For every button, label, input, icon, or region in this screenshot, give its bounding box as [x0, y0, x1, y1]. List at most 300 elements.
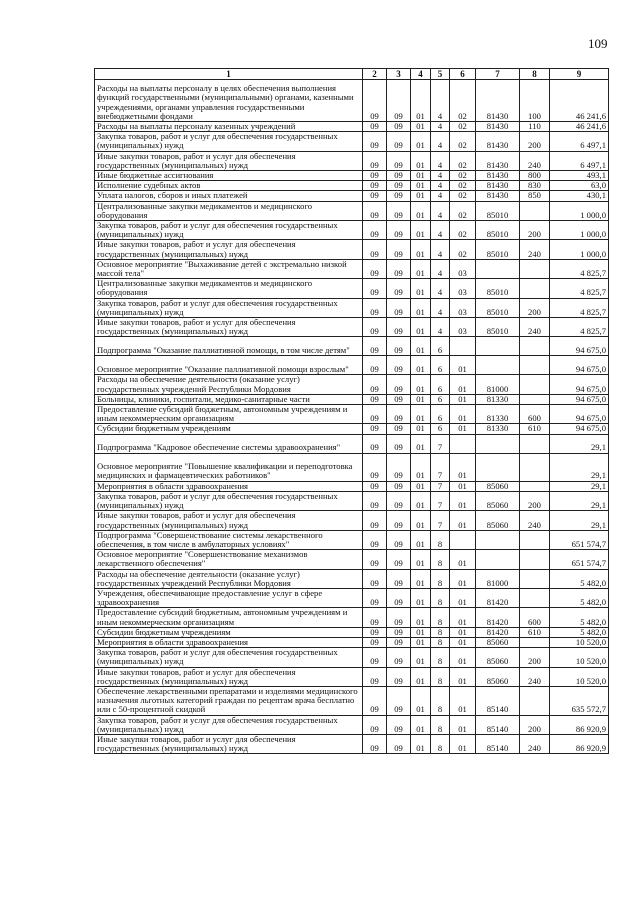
- code-ministry-cell: 09: [363, 627, 387, 637]
- amount-cell: 5 482,0: [550, 627, 609, 637]
- code-subsection-cell: 01: [411, 453, 431, 481]
- amount-cell: 86 920,9: [550, 734, 609, 753]
- row-name-cell: Иные закупки товаров, работ и услуг для обеспечения государственных (муниципальных) нужд: [95, 667, 363, 686]
- table-row: [95, 734, 609, 753]
- amount-cell: 6 497,1: [550, 132, 609, 151]
- code-event-cell: [450, 530, 476, 549]
- code-section-cell: 09: [387, 453, 411, 481]
- code-section-cell: 09: [387, 375, 411, 394]
- column-header: 5: [431, 69, 450, 80]
- code-program-cell: 7: [431, 481, 450, 491]
- table-row: [95, 279, 609, 298]
- code-event-cell: 01: [450, 588, 476, 607]
- code-direction-cell: 81420: [476, 588, 520, 607]
- code-section-cell: 09: [387, 181, 411, 191]
- code-expense-type-cell: 200: [520, 132, 550, 151]
- row-name-cell: Иные закупки товаров, работ и услуг для обеспечения государственных (муниципальных) нужд: [95, 511, 363, 530]
- row-name-cell: Централизованные закупки медикаментов и медицинского оборудования: [95, 201, 363, 220]
- code-subsection-cell: 01: [411, 122, 431, 132]
- code-event-cell: 01: [450, 569, 476, 588]
- code-program-cell: 8: [431, 627, 450, 637]
- code-section-cell: 09: [387, 481, 411, 491]
- code-ministry-cell: 09: [363, 667, 387, 686]
- code-subsection-cell: 01: [411, 588, 431, 607]
- code-direction-cell: [476, 530, 520, 549]
- code-ministry-cell: 09: [363, 337, 387, 356]
- code-ministry-cell: 09: [363, 298, 387, 317]
- table-row: [95, 221, 609, 240]
- table-row: [95, 356, 609, 375]
- code-expense-type-cell: [520, 259, 550, 278]
- code-expense-type-cell: 830: [520, 181, 550, 191]
- column-header: 8: [520, 69, 550, 80]
- table-row: [95, 259, 609, 278]
- code-event-cell: 01: [450, 481, 476, 491]
- code-ministry-cell: 09: [363, 715, 387, 734]
- table-row: [95, 132, 609, 151]
- code-section-cell: 09: [387, 80, 411, 122]
- code-direction-cell: 85060: [476, 511, 520, 530]
- code-direction-cell: 81000: [476, 375, 520, 394]
- code-ministry-cell: 09: [363, 511, 387, 530]
- code-ministry-cell: 09: [363, 318, 387, 337]
- row-name-cell: Централизованные закупки медикаментов и медицинского оборудования: [95, 279, 363, 298]
- row-name-cell: Закупка товаров, работ и услуг для обеспечения государственных (муниципальных) нужд: [95, 132, 363, 151]
- code-event-cell: 01: [450, 627, 476, 637]
- code-direction-cell: 85060: [476, 637, 520, 647]
- code-section-cell: 09: [387, 151, 411, 170]
- row-name-cell: Мероприятия в области здравоохранения: [95, 637, 363, 647]
- code-subsection-cell: 01: [411, 648, 431, 667]
- code-event-cell: 01: [450, 424, 476, 434]
- code-subsection-cell: 01: [411, 686, 431, 715]
- code-section-cell: 09: [387, 648, 411, 667]
- amount-cell: 5 482,0: [550, 608, 609, 627]
- row-name-cell: Закупка товаров, работ и услуг для обеспечения государственных (муниципальных) нужд: [95, 298, 363, 317]
- code-event-cell: [450, 434, 476, 453]
- code-program-cell: 8: [431, 550, 450, 569]
- code-subsection-cell: 01: [411, 132, 431, 151]
- row-name-cell: Подпрограмма "Оказание паллиативной помощи, в том числе детям": [95, 337, 363, 356]
- code-direction-cell: [476, 550, 520, 569]
- code-section-cell: 09: [387, 734, 411, 753]
- table-row: [95, 453, 609, 481]
- code-expense-type-cell: 200: [520, 648, 550, 667]
- amount-cell: 10 520,0: [550, 648, 609, 667]
- code-subsection-cell: 01: [411, 171, 431, 181]
- code-event-cell: 01: [450, 453, 476, 481]
- code-expense-type-cell: [520, 637, 550, 647]
- code-program-cell: 6: [431, 337, 450, 356]
- amount-cell: 1 000,0: [550, 201, 609, 220]
- code-program-cell: 7: [431, 491, 450, 510]
- amount-cell: 29,1: [550, 511, 609, 530]
- code-expense-type-cell: [520, 588, 550, 607]
- code-event-cell: 01: [450, 608, 476, 627]
- code-subsection-cell: 01: [411, 201, 431, 220]
- code-program-cell: 8: [431, 637, 450, 647]
- code-program-cell: 4: [431, 259, 450, 278]
- code-expense-type-cell: [520, 279, 550, 298]
- code-program-cell: 4: [431, 318, 450, 337]
- code-ministry-cell: 09: [363, 530, 387, 549]
- code-direction-cell: 85010: [476, 318, 520, 337]
- code-subsection-cell: 01: [411, 318, 431, 337]
- code-event-cell: 03: [450, 298, 476, 317]
- code-program-cell: 7: [431, 434, 450, 453]
- code-program-cell: 4: [431, 122, 450, 132]
- table-body: [95, 80, 609, 754]
- code-ministry-cell: 09: [363, 171, 387, 181]
- row-name-cell: Закупка товаров, работ и услуг для обеспечения государственных (муниципальных) нужд: [95, 491, 363, 510]
- code-expense-type-cell: 240: [520, 318, 550, 337]
- code-expense-type-cell: 600: [520, 405, 550, 424]
- code-expense-type-cell: 200: [520, 298, 550, 317]
- code-event-cell: 01: [450, 715, 476, 734]
- code-section-cell: 09: [387, 318, 411, 337]
- amount-cell: 46 241,6: [550, 80, 609, 122]
- code-direction-cell: 81430: [476, 191, 520, 201]
- code-subsection-cell: 01: [411, 80, 431, 122]
- row-name-cell: Основное мероприятие "Повышение квалификации и переподготовка медицинских и фармацевтических работников": [95, 453, 363, 481]
- code-direction-cell: 81430: [476, 80, 520, 122]
- table-row: [95, 637, 609, 647]
- code-subsection-cell: 01: [411, 337, 431, 356]
- code-program-cell: 8: [431, 530, 450, 549]
- table-row: [95, 686, 609, 715]
- code-program-cell: 7: [431, 453, 450, 481]
- code-ministry-cell: 09: [363, 221, 387, 240]
- code-event-cell: 02: [450, 201, 476, 220]
- code-direction-cell: 81430: [476, 181, 520, 191]
- code-ministry-cell: 09: [363, 637, 387, 647]
- row-name-cell: Учреждения, обеспечивающие предоставление услуг в сфере здравоохранения: [95, 588, 363, 607]
- amount-cell: 94 675,0: [550, 424, 609, 434]
- code-ministry-cell: 09: [363, 686, 387, 715]
- code-subsection-cell: 01: [411, 569, 431, 588]
- code-event-cell: 02: [450, 122, 476, 132]
- table-row: [95, 405, 609, 424]
- code-expense-type-cell: [520, 356, 550, 375]
- code-section-cell: 09: [387, 491, 411, 510]
- code-expense-type-cell: 200: [520, 221, 550, 240]
- row-name-cell: Предоставление субсидий бюджетным, автономным учреждениям и иным некоммерческим организациям: [95, 405, 363, 424]
- code-ministry-cell: 09: [363, 279, 387, 298]
- code-subsection-cell: 01: [411, 491, 431, 510]
- code-direction-cell: 85140: [476, 686, 520, 715]
- code-subsection-cell: 01: [411, 530, 431, 549]
- code-expense-type-cell: 600: [520, 608, 550, 627]
- code-direction-cell: 85010: [476, 201, 520, 220]
- row-name-cell: Предоставление субсидий бюджетным, автономным учреждениям и иным некоммерческим организациям: [95, 608, 363, 627]
- code-expense-type-cell: [520, 569, 550, 588]
- code-program-cell: 4: [431, 279, 450, 298]
- code-subsection-cell: 01: [411, 715, 431, 734]
- table-row: [95, 569, 609, 588]
- code-program-cell: 8: [431, 588, 450, 607]
- amount-cell: 29,1: [550, 481, 609, 491]
- code-event-cell: 03: [450, 279, 476, 298]
- code-ministry-cell: 09: [363, 405, 387, 424]
- code-section-cell: 09: [387, 627, 411, 637]
- code-section-cell: 09: [387, 259, 411, 278]
- code-event-cell: 01: [450, 394, 476, 404]
- table-row: [95, 491, 609, 510]
- amount-cell: 29,1: [550, 434, 609, 453]
- code-ministry-cell: 09: [363, 375, 387, 394]
- code-expense-type-cell: 850: [520, 191, 550, 201]
- code-expense-type-cell: 800: [520, 171, 550, 181]
- page-number: 109: [588, 36, 608, 51]
- row-name-cell: Мероприятия в области здравоохранения: [95, 481, 363, 491]
- code-program-cell: 4: [431, 221, 450, 240]
- code-program-cell: 4: [431, 191, 450, 201]
- code-section-cell: 09: [387, 191, 411, 201]
- row-name-cell: Иные бюджетные ассигнования: [95, 171, 363, 181]
- code-event-cell: 01: [450, 648, 476, 667]
- code-subsection-cell: 01: [411, 734, 431, 753]
- code-subsection-cell: 01: [411, 279, 431, 298]
- row-name-cell: Основное мероприятие "Оказание паллиативной помощи взрослым": [95, 356, 363, 375]
- code-event-cell: 01: [450, 686, 476, 715]
- code-subsection-cell: 01: [411, 375, 431, 394]
- code-expense-type-cell: [520, 530, 550, 549]
- code-subsection-cell: 01: [411, 608, 431, 627]
- row-name-cell: Основное мероприятие "Выхаживание детей с экстремально низкой массой тела": [95, 259, 363, 278]
- code-program-cell: 6: [431, 424, 450, 434]
- row-name-cell: Субсидии бюджетным учреждениям: [95, 627, 363, 637]
- table-header-row: [95, 69, 609, 80]
- code-program-cell: 4: [431, 151, 450, 170]
- code-ministry-cell: 09: [363, 259, 387, 278]
- row-name-cell: Исполнение судебных актов: [95, 181, 363, 191]
- code-program-cell: 4: [431, 171, 450, 181]
- column-header: 3: [387, 69, 411, 80]
- code-expense-type-cell: 610: [520, 424, 550, 434]
- code-expense-type-cell: [520, 201, 550, 220]
- amount-cell: 4 825,7: [550, 298, 609, 317]
- code-subsection-cell: 01: [411, 181, 431, 191]
- column-header: 7: [476, 69, 520, 80]
- code-event-cell: 03: [450, 259, 476, 278]
- code-subsection-cell: 01: [411, 240, 431, 259]
- table-row: [95, 667, 609, 686]
- code-subsection-cell: 01: [411, 298, 431, 317]
- table-row: [95, 191, 609, 201]
- code-expense-type-cell: [520, 550, 550, 569]
- table-row: [95, 511, 609, 530]
- code-ministry-cell: 09: [363, 122, 387, 132]
- table-row: [95, 201, 609, 220]
- code-ministry-cell: 09: [363, 181, 387, 191]
- code-section-cell: 09: [387, 201, 411, 220]
- amount-cell: 94 675,0: [550, 394, 609, 404]
- code-direction-cell: 85060: [476, 491, 520, 510]
- code-event-cell: 01: [450, 667, 476, 686]
- table-row: [95, 424, 609, 434]
- table-row: [95, 151, 609, 170]
- amount-cell: 94 675,0: [550, 337, 609, 356]
- code-direction-cell: 85010: [476, 221, 520, 240]
- code-expense-type-cell: [520, 375, 550, 394]
- code-event-cell: 02: [450, 151, 476, 170]
- amount-cell: 29,1: [550, 491, 609, 510]
- code-subsection-cell: 01: [411, 481, 431, 491]
- code-expense-type-cell: 610: [520, 627, 550, 637]
- amount-cell: 1 000,0: [550, 240, 609, 259]
- code-direction-cell: 81430: [476, 122, 520, 132]
- code-direction-cell: [476, 453, 520, 481]
- code-subsection-cell: 01: [411, 405, 431, 424]
- code-section-cell: 09: [387, 637, 411, 647]
- code-program-cell: 6: [431, 394, 450, 404]
- code-program-cell: 4: [431, 181, 450, 191]
- amount-cell: 651 574,7: [550, 530, 609, 549]
- table-row: [95, 715, 609, 734]
- code-ministry-cell: 09: [363, 201, 387, 220]
- code-subsection-cell: 01: [411, 627, 431, 637]
- code-section-cell: 09: [387, 337, 411, 356]
- code-program-cell: 8: [431, 608, 450, 627]
- code-program-cell: 8: [431, 569, 450, 588]
- table-row: [95, 171, 609, 181]
- code-direction-cell: 81330: [476, 405, 520, 424]
- column-header: 2: [363, 69, 387, 80]
- code-expense-type-cell: [520, 337, 550, 356]
- amount-cell: 635 572,7: [550, 686, 609, 715]
- row-name-cell: Уплата налогов, сборов и иных платежей: [95, 191, 363, 201]
- code-expense-type-cell: [520, 434, 550, 453]
- row-name-cell: Иные закупки товаров, работ и услуг для обеспечения государственных (муниципальных) нужд: [95, 151, 363, 170]
- amount-cell: 493,1: [550, 171, 609, 181]
- code-section-cell: 09: [387, 240, 411, 259]
- code-subsection-cell: 01: [411, 434, 431, 453]
- table-row: [95, 375, 609, 394]
- amount-cell: 94 675,0: [550, 356, 609, 375]
- code-expense-type-cell: 240: [520, 511, 550, 530]
- amount-cell: 1 000,0: [550, 221, 609, 240]
- code-ministry-cell: 09: [363, 356, 387, 375]
- amount-cell: 29,1: [550, 453, 609, 481]
- code-program-cell: 8: [431, 648, 450, 667]
- code-subsection-cell: 01: [411, 667, 431, 686]
- row-name-cell: Закупка товаров, работ и услуг для обеспечения государственных (муниципальных) нужд: [95, 715, 363, 734]
- code-event-cell: 02: [450, 191, 476, 201]
- row-name-cell: Закупка товаров, работ и услуг для обеспечения государственных (муниципальных) нужд: [95, 221, 363, 240]
- column-header: 1: [95, 69, 363, 80]
- code-subsection-cell: 01: [411, 424, 431, 434]
- table-row: [95, 394, 609, 404]
- code-ministry-cell: 09: [363, 734, 387, 753]
- code-direction-cell: 81420: [476, 608, 520, 627]
- table-row: [95, 80, 609, 122]
- row-name-cell: Подпрограмма "Кадровое обеспечение системы здравоохранения": [95, 434, 363, 453]
- code-event-cell: 01: [450, 356, 476, 375]
- table-row: [95, 608, 609, 627]
- row-name-cell: Расходы на обеспечение деятельности (оказание услуг) государственных учреждений Республики Мордовия: [95, 375, 363, 394]
- code-section-cell: 09: [387, 405, 411, 424]
- row-name-cell: Обеспечение лекарственными препаратами и изделиями медицинского назначения льготных категорий граждан по рецептам врача бесплатно или с 50-процентной скидкой: [95, 686, 363, 715]
- code-subsection-cell: 01: [411, 221, 431, 240]
- code-direction-cell: 81420: [476, 627, 520, 637]
- code-program-cell: 8: [431, 667, 450, 686]
- code-section-cell: 09: [387, 434, 411, 453]
- code-expense-type-cell: 200: [520, 715, 550, 734]
- code-expense-type-cell: 200: [520, 491, 550, 510]
- code-program-cell: 6: [431, 405, 450, 424]
- table-row: [95, 627, 609, 637]
- row-name-cell: Иные закупки товаров, работ и услуг для обеспечения государственных (муниципальных) нужд: [95, 734, 363, 753]
- table-row: [95, 318, 609, 337]
- code-subsection-cell: 01: [411, 191, 431, 201]
- row-name-cell: Иные закупки товаров, работ и услуг для обеспечения государственных (муниципальных) нужд: [95, 318, 363, 337]
- row-name-cell: Основное мероприятие "Совершенствование механизмов лекарственного обеспечения": [95, 550, 363, 569]
- amount-cell: 86 920,9: [550, 715, 609, 734]
- code-program-cell: 6: [431, 356, 450, 375]
- code-direction-cell: 85010: [476, 240, 520, 259]
- amount-cell: 10 520,0: [550, 667, 609, 686]
- table-row: [95, 481, 609, 491]
- code-program-cell: 4: [431, 201, 450, 220]
- code-section-cell: 09: [387, 608, 411, 627]
- code-event-cell: 02: [450, 221, 476, 240]
- table-row: [95, 181, 609, 191]
- table-row: [95, 588, 609, 607]
- code-ministry-cell: 09: [363, 648, 387, 667]
- code-section-cell: 09: [387, 550, 411, 569]
- code-subsection-cell: 01: [411, 151, 431, 170]
- code-event-cell: 02: [450, 240, 476, 259]
- code-expense-type-cell: 240: [520, 151, 550, 170]
- code-event-cell: 01: [450, 375, 476, 394]
- code-direction-cell: 85060: [476, 481, 520, 491]
- table-row: [95, 122, 609, 132]
- code-direction-cell: 85060: [476, 648, 520, 667]
- row-name-cell: Расходы на выплаты персоналу в целях обеспечения выполнения функций государственными (муниципальными) органами, казенными учреждениями, органами управления государственными внебюджетными фондами: [95, 80, 363, 122]
- code-section-cell: 09: [387, 715, 411, 734]
- code-section-cell: 09: [387, 298, 411, 317]
- code-subsection-cell: 01: [411, 511, 431, 530]
- code-direction-cell: 85010: [476, 279, 520, 298]
- code-direction-cell: 81430: [476, 151, 520, 170]
- code-subsection-cell: 01: [411, 550, 431, 569]
- code-direction-cell: 81330: [476, 394, 520, 404]
- code-event-cell: 01: [450, 734, 476, 753]
- code-subsection-cell: 01: [411, 259, 431, 278]
- row-name-cell: Больницы, клиники, госпитали, медико-санитарные части: [95, 394, 363, 404]
- code-ministry-cell: 09: [363, 491, 387, 510]
- code-event-cell: 01: [450, 550, 476, 569]
- table-row: [95, 434, 609, 453]
- amount-cell: 5 482,0: [550, 569, 609, 588]
- code-section-cell: 09: [387, 171, 411, 181]
- code-event-cell: 02: [450, 132, 476, 151]
- amount-cell: 430,1: [550, 191, 609, 201]
- code-subsection-cell: 01: [411, 394, 431, 404]
- code-ministry-cell: 09: [363, 434, 387, 453]
- code-program-cell: 4: [431, 80, 450, 122]
- code-section-cell: 09: [387, 667, 411, 686]
- table-row: [95, 530, 609, 549]
- code-section-cell: 09: [387, 511, 411, 530]
- column-header: 4: [411, 69, 431, 80]
- amount-cell: 4 825,7: [550, 279, 609, 298]
- row-name-cell: Иные закупки товаров, работ и услуг для обеспечения государственных (муниципальных) нужд: [95, 240, 363, 259]
- code-ministry-cell: 09: [363, 132, 387, 151]
- code-expense-type-cell: 240: [520, 667, 550, 686]
- code-section-cell: 09: [387, 279, 411, 298]
- code-section-cell: 09: [387, 424, 411, 434]
